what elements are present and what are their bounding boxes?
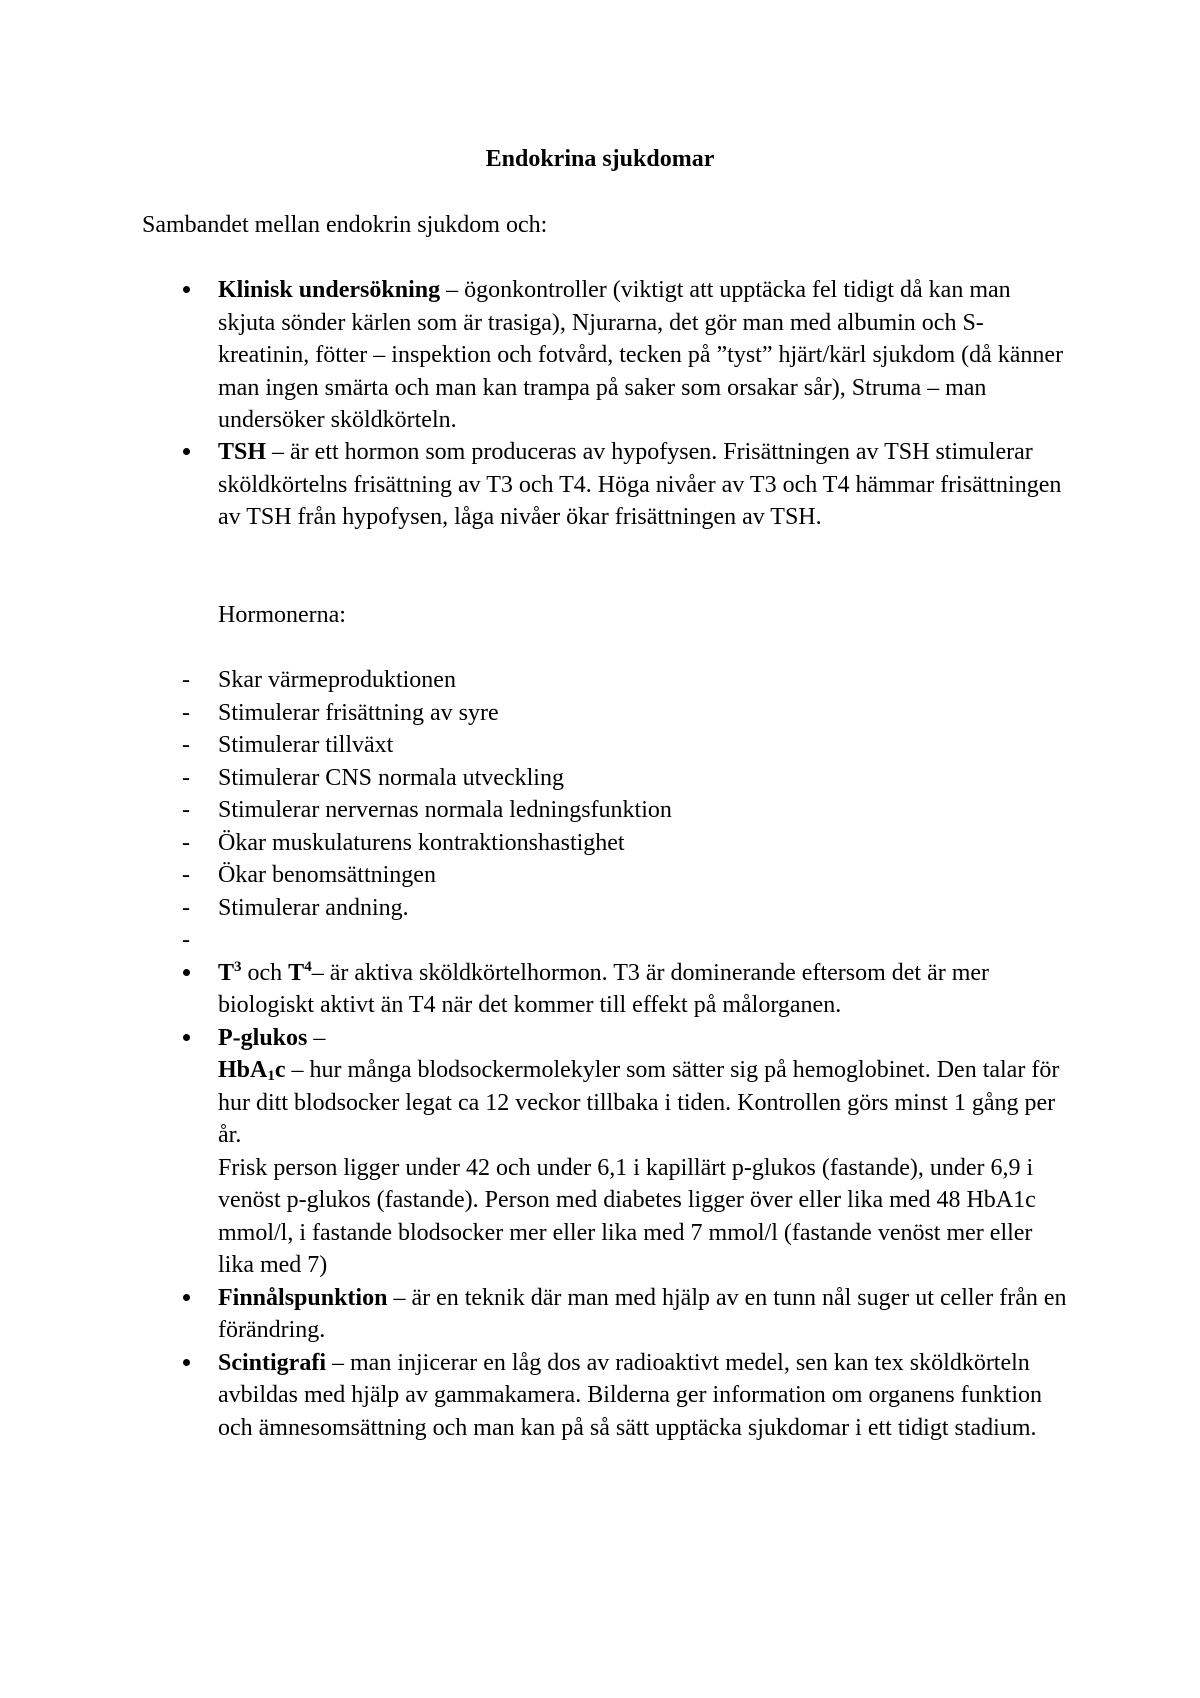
klinisk-description: – ögonkontroller (viktigt att upptäcka fel tidigt då kan man skjuta sönder kärlen som är trasiga), Njurarna, det gör man med albumin och S-kreatinin, fötter – inspektion och fotvård, tecken på ”tyst” hjärt/kärl sjukdom (då känner man ingen smärta och man kan trampa på saker som orsakar sår), Struma – man undersöker sköldkörteln. [218, 277, 1064, 433]
hormone-effect: Skar värmeproduktionen [218, 667, 456, 693]
bullet-text [218, 436, 1072, 534]
term-t4: T [288, 959, 305, 986]
hormone-effect: Stimulerar nervernas normala ledningsfunktion [218, 797, 672, 823]
t3t4-description: – är aktiva sköldkörtelhormon. T3 är dominerande eftersom det är mer biologiskt aktivt än T4 när det kommer till effekt på målorganen. [218, 959, 990, 1018]
bullet-item-scintigrafi [142, 1347, 1072, 1445]
hba1c-paragraph [218, 1054, 1072, 1152]
dash-marker: - [182, 667, 190, 693]
term-klinisk: Klinisk undersökning [218, 277, 441, 303]
dash-list-item [142, 794, 1072, 827]
dash-list-item [142, 729, 1072, 762]
p-glukos-line [218, 1022, 1072, 1055]
hba1c-description: – hur många blodsockermolekyler som sätter sig på hemoglobinet. Den talar för hur ditt blodsocker legat ca 12 veckor tillbaka i tiden. Kontrollen görs minst 1 gång per år. [218, 1057, 1060, 1148]
hormone-effect: Stimulerar frisättning av syre [218, 699, 499, 726]
bullet-text [218, 274, 1072, 437]
bullet-item-klinisk [142, 274, 1072, 437]
bullet-text [218, 1282, 1072, 1347]
hormones-heading: Hormonerna: [218, 602, 346, 628]
dash-list-item [142, 827, 1072, 860]
dash-marker: - [182, 927, 190, 953]
reference-values-paragraph: Frisk person ligger under 42 och under 6,1 i kapillärt p-glukos (fastande), under 6,9 i venöst p-glukos (fastande). Person med diabetes ligger över eller lika med 48 HbA1c mmol/l, i fastande blodsocker mer eller lika med 7 mmol/l (fastande venöst mer eller lika med 7) [218, 1154, 1036, 1278]
bullet-item-t3-t4 [142, 957, 1072, 1022]
dash-list-item [142, 859, 1072, 892]
bullet-icon [183, 1359, 190, 1366]
finnalspunktion-description: – är en teknik där man med hjälp av en tunn nål suger ut celler från en förändring. [218, 1284, 1067, 1343]
superscript-3: 3 [234, 958, 242, 975]
hormone-effect: Ökar benomsättningen [218, 862, 436, 888]
dash-marker: - [182, 764, 190, 791]
bullet-text [218, 1022, 1072, 1282]
bullet-item-p-glukos [142, 1022, 1072, 1282]
term-finnalspunktion: Finnålspunktion [218, 1284, 388, 1311]
bullet-icon [183, 969, 190, 976]
term-hba: HbA [218, 1057, 268, 1083]
hormone-effect: Stimulerar CNS normala utveckling [218, 764, 564, 791]
bullet-text [218, 1347, 1072, 1445]
dash-marker: - [182, 862, 190, 888]
superscript-4: 4 [304, 958, 312, 975]
hormone-effect: Stimulerar andning. [218, 894, 409, 921]
bullet-icon [183, 286, 190, 293]
bullet-icon [183, 448, 190, 455]
term-hba-c: c [274, 1057, 286, 1083]
dash-list-item [142, 697, 1072, 730]
bullet-text [218, 957, 1072, 1022]
dash-list-item [142, 762, 1072, 795]
bullet-item-tsh [142, 436, 1072, 534]
term-tsh: TSH [218, 439, 267, 465]
term-t3: T [218, 959, 235, 986]
bullet-icon [183, 1294, 190, 1301]
dash-marker: - [182, 894, 190, 921]
term-scintigrafi: Scintigrafi [218, 1349, 326, 1376]
bullet-icon [183, 1034, 190, 1041]
hormone-effect: Stimulerar tillväxt [218, 732, 394, 758]
tsh-description: – är ett hormon som produceras av hypofysen. Frisättningen av TSH stimulerar sköldkörtelns frisättning av T3 och T4. Höga nivåer av T3 och T4 hämmar frisättningen av TSH från hypofysen, låga nivåer ökar frisättningen av TSH. [218, 439, 1062, 530]
term-p-glukos: P-glukos [218, 1024, 308, 1051]
intro-paragraph: Sambandet mellan endokrin sjukdom och: [142, 212, 548, 238]
bullet-item-finnalspunktion [142, 1282, 1072, 1347]
dash-marker: - [182, 732, 190, 758]
page-title: Endokrina sjukdomar [485, 146, 715, 172]
p-glukos-dash: – [307, 1024, 326, 1051]
scintigrafi-description: – man injicerar en låg dos av radioaktivt medel, sen kan tex sköldkörteln avbildas med hjälp av gammakamera. Bilderna ger information om organens funktion och ämnesomsättning och man kan på så sätt upptäcka sjukdomar i ett tidigt stadium. [218, 1349, 1042, 1441]
hormone-effect: Ökar muskulaturens kontraktionshastighet [218, 829, 625, 856]
subscript-1: 1 [267, 1068, 275, 1084]
dash-marker: - [182, 797, 190, 823]
och-word: och [241, 959, 289, 986]
dash-marker: - [182, 829, 190, 856]
dash-marker: - [182, 699, 190, 726]
dash-list-item [142, 892, 1072, 925]
dash-list-item [142, 664, 1072, 697]
